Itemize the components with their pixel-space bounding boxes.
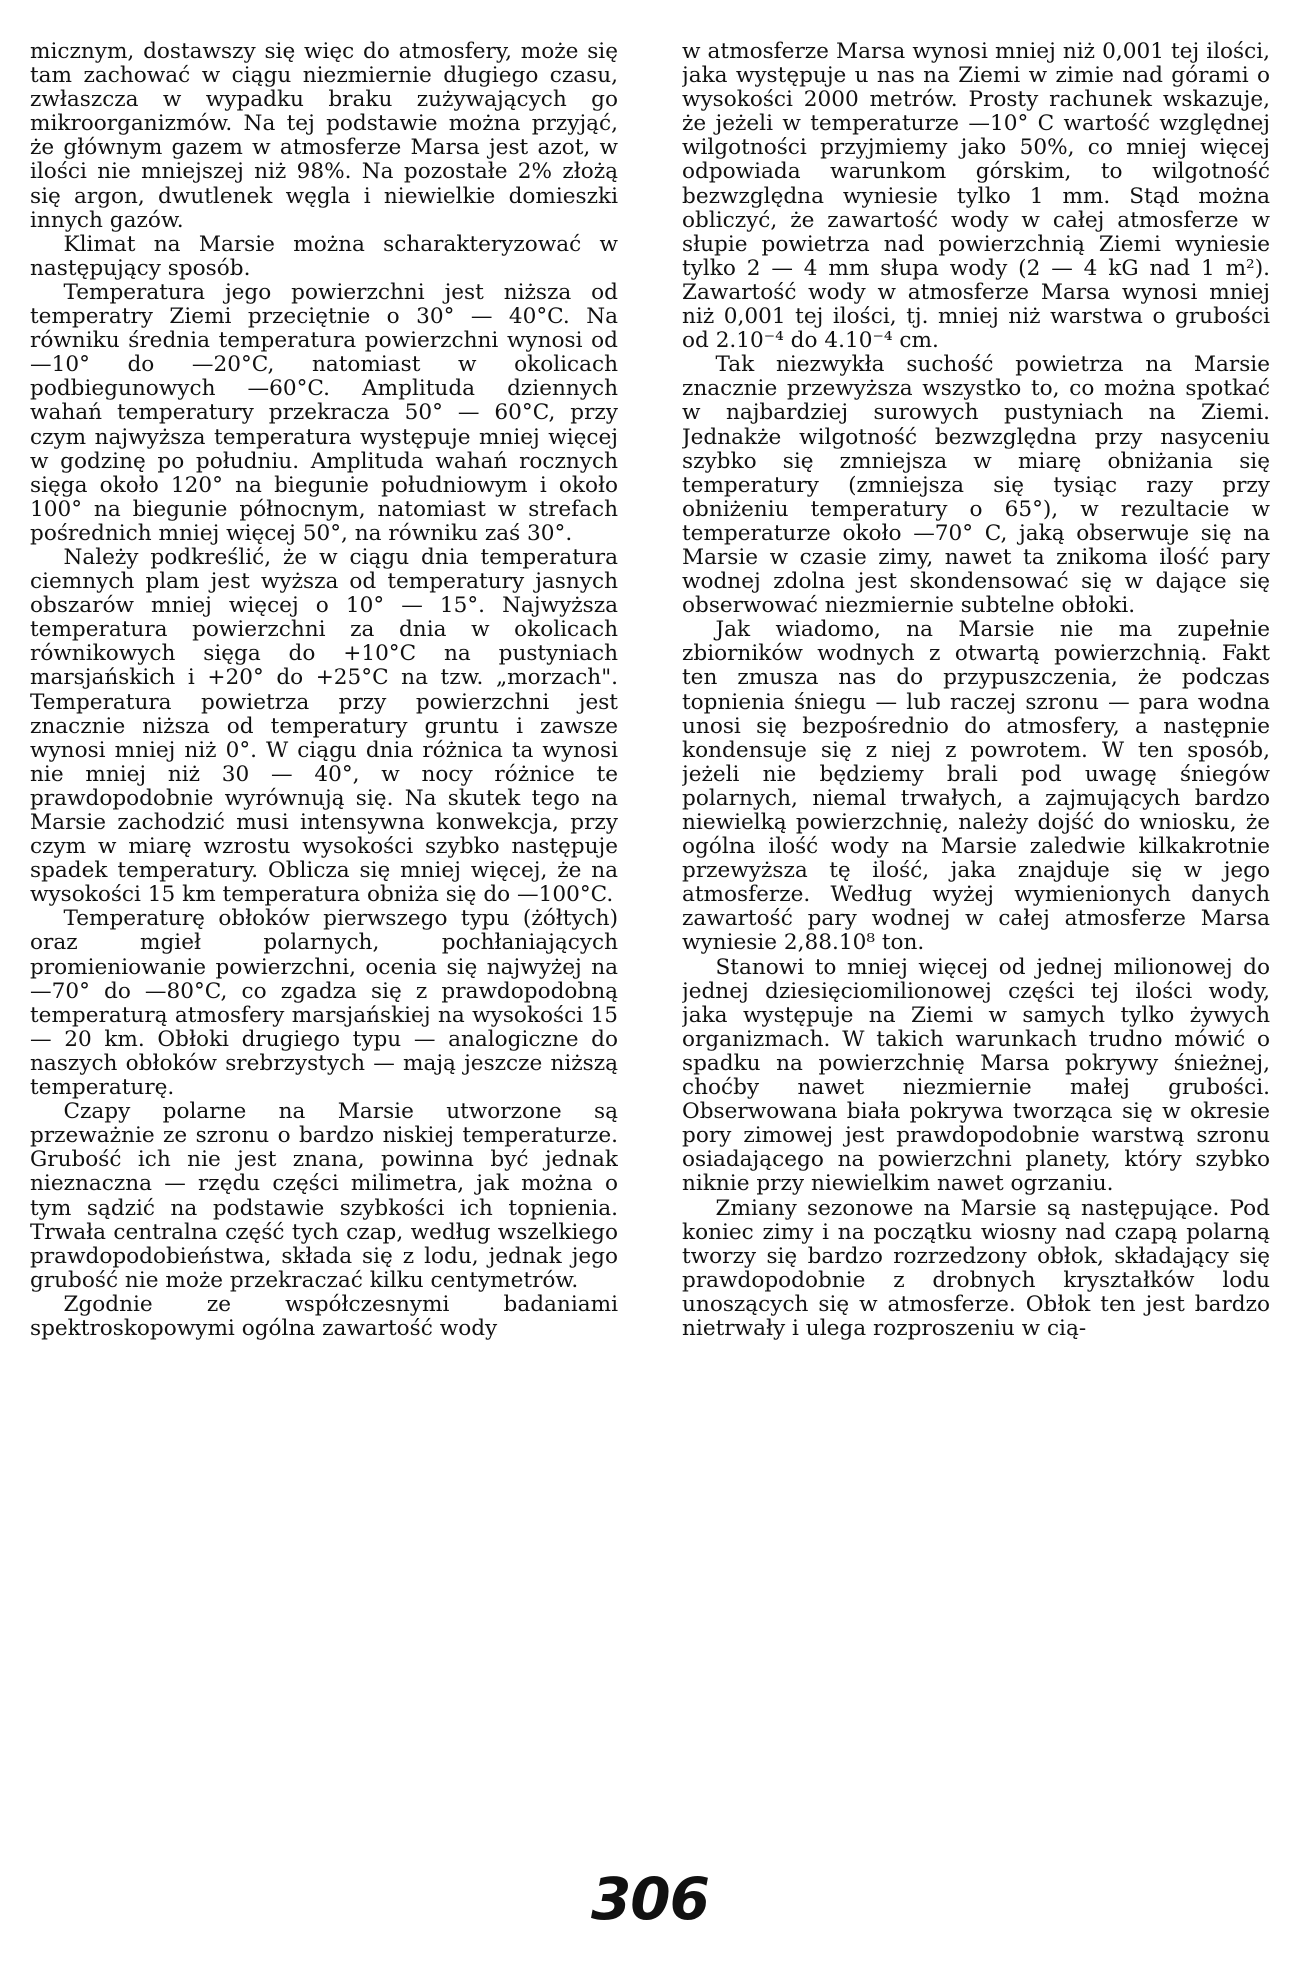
paragraph: Temperatura jego powierzchni jest niższa od temperatry Ziemi przeciętnie o 30° — 40°C. Na równiku średnia temperatura powierzchni wynosi od —10° do —20°C, natomiast w okolicach podbiegunowych —60°C. Amplituda dziennych wahań temperatury przekracza 50° — 60°C, przy czym najwyższa temperatura występuje mniej więcej w godzinę po południu. Amplituda wahań rocznych sięga około 120° na biegunie południowym i około 100° na biegunie północnym, natomiast w strefach pośrednich mniej więcej 50°, na równiku zaś 30°.: [30, 279, 618, 546]
paragraph: Zgodnie ze współczesnymi badaniami spektroskopowymi ogólna zawartość wody: [30, 1291, 618, 1341]
paragraph: Klimat na Marsie można scharakteryzować w następujący sposób.: [30, 231, 618, 281]
paragraph: Temperaturę obłoków pierwszego typu (żółtych) oraz mgieł polarnych, pochłaniających promieniowanie powierzchni, ocenia się najwyżej na —70° do —80°C, co zgadza się z prawdopodobną temperaturą atmosfery marsjańskiej na wysokości 15 — 20 km. Obłoki drugiego typu — analogiczne do naszych obłoków srebrzystych — mają jeszcze niższą temperaturę.: [30, 906, 618, 1101]
paragraph: Tak niezwykła suchość powietrza na Marsie znacznie przewyższa wszystko to, co można spotkać w najbardziej surowych pustyniach na Ziemi. Jednakże wilgotność bezwzględna przy nasyceniu szybko się zmniejsza w miarę obniżania się temperatury (zmniejsza się tysiąc razy przy obniżeniu temperatury o 65°), w rezultacie w temperaturze około —70° C, jaką obserwuje się na Marsie w czasie zimy, nawet ta znikoma ilość pary wodnej zdolna jest skondensować się w dające się obserwować niezmiernie subtelne obłoki.: [682, 352, 1270, 619]
paragraph: Zmiany sezonowe na Marsie są następujące. Pod koniec zimy i na początku wiosny nad czapą polarną tworzy się bardzo rozrzedzony obłok, składający się prawdopodobnie z drobnych kryształków lodu unoszących się w atmosferze. Obłok ten jest bardzo nietrwały i ulega rozproszeniu w cią-: [682, 1195, 1270, 1341]
page-number: 306: [590, 1865, 710, 1933]
paragraph: micznym, dostawszy się więc do atmosfery, może się tam zachować w ciągu niezmiernie długiego czasu, zwłaszcza w wypadku braku zużywających go mikroorganizmów. Na tej podstawie można przyjąć, że głównym gazem w atmosferze Marsa jest azot, w ilości nie mniejszej niż 98%. Na pozostałe 2% złożą się argon, dwutlenek węgla i niewielkie domieszki innych gazów.: [30, 40, 618, 233]
paragraph: Czapy polarne na Marsie utworzone są przeważnie ze szronu o bardzo niskiej temperaturze. Grubość ich nie jest znana, powinna być jednak nieznaczna — rzędu części milimetra, jak można o tym sądzić na podstawie szybkości ich topnienia. Trwała centralna część tych czap, według wszelkiego prawdopodobieństwa, składa się z lodu, jednak jego grubość nie może przekraczać kilku centymetrów.: [30, 1099, 618, 1293]
left-text-column: [30, 40, 618, 1850]
right-text-column: [682, 40, 1270, 1850]
paragraph: Jak wiadomo, na Marsie nie ma zupełnie zbiorników wodnych z otwartą powierzchnią. Fakt ten zmusza nas do przypuszczenia, że podczas topnienia śniegu — lub raczej szronu — para wodna unosi się bezpośrednio do atmosfery, a następnie kondensuje się z niej z powrotem. W ten sposób, jeżeli nie będziemy brali pod uwagę śniegów polarnych, niemal trwałych, a zajmujących bardzo niewielką powierzchnię, należy dojść do wniosku, że ogólna ilość wody na Marsie zaledwie kilkakrotnie przewyższa tę ilość, jaka znajduje się w jego atmosferze. Według wyżej wymienionych danych zawartość pary wodnej w całej atmosferze Marsa wyniesie 2,88.10⁸ ton.: [682, 617, 1270, 956]
paragraph: w atmosferze Marsa wynosi mniej niż 0,001 tej ilości, jaka występuje u nas na Ziemi w zimie nad górami o wysokości 2000 metrów. Prosty rachunek wskazuje, że jeżeli w temperaturze —10° C wartość względnej wilgotności przyjmiemy jako 50%, co mniej więcej odpowiada warunkom górskim, to wilgotność bezwzględna wyniesie tylko 1 mm. Stąd można obliczyć, że zawartość wody w całej atmosferze w słupie powietrza nad powierzchnią Ziemi wyniesie tylko 2 — 4 mm słupa wody (2 — 4 kG nad 1 m²). Zawartość wody w atmosferze Marsa wynosi mniej niż 0,001 tej ilości, tj. mniej niż warstwa o grubości od 2.10⁻⁴ do 4.10⁻⁴ cm.: [682, 40, 1270, 354]
paragraph: Stanowi to mniej więcej od jednej milionowej do jednej dziesięciomilionowej części tej ilości wody, jaka występuje na Ziemi w samych tylko żywych organizmach. W takich warunkach trudno mówić o spadku na powierzchnię Marsa pokrywy śnieżnej, choćby nawet niezmiernie małej grubości. Obserwowana biała pokrywa tworząca się w okresie pory zimowej jest prawdopodobnie warstwą szronu osiadającego na powierzchni planety, który szybko niknie przy niewielkim nawet ogrzaniu.: [682, 954, 1270, 1197]
paragraph: Należy podkreślić, że w ciągu dnia temperatura ciemnych plam jest wyższa od temperatury jasnych obszarów mniej więcej o 10° — 15°. Najwyższa temperatura powierzchni za dnia w okolicach równikowych sięga do +10°C na pustyniach marsjańskich i +20° do +25°C na tzw. „morzach". Temperatura powietrza przy powierzchni jest znacznie niższa od temperatury gruntu i zawsze wynosi mniej niż 0°. W ciągu dnia różnica ta wynosi nie mniej niż 30 — 40°, w nocy różnice te prawdopodobnie wyrównują się. Na skutek tego na Marsie zachodzić musi intensywna konwekcja, przy czym w miarę wzrostu wysokości szybko następuje spadek temperatury. Oblicza się mniej więcej, że na wysokości 15 km temperatura obniża się do —100°C.: [30, 544, 618, 908]
